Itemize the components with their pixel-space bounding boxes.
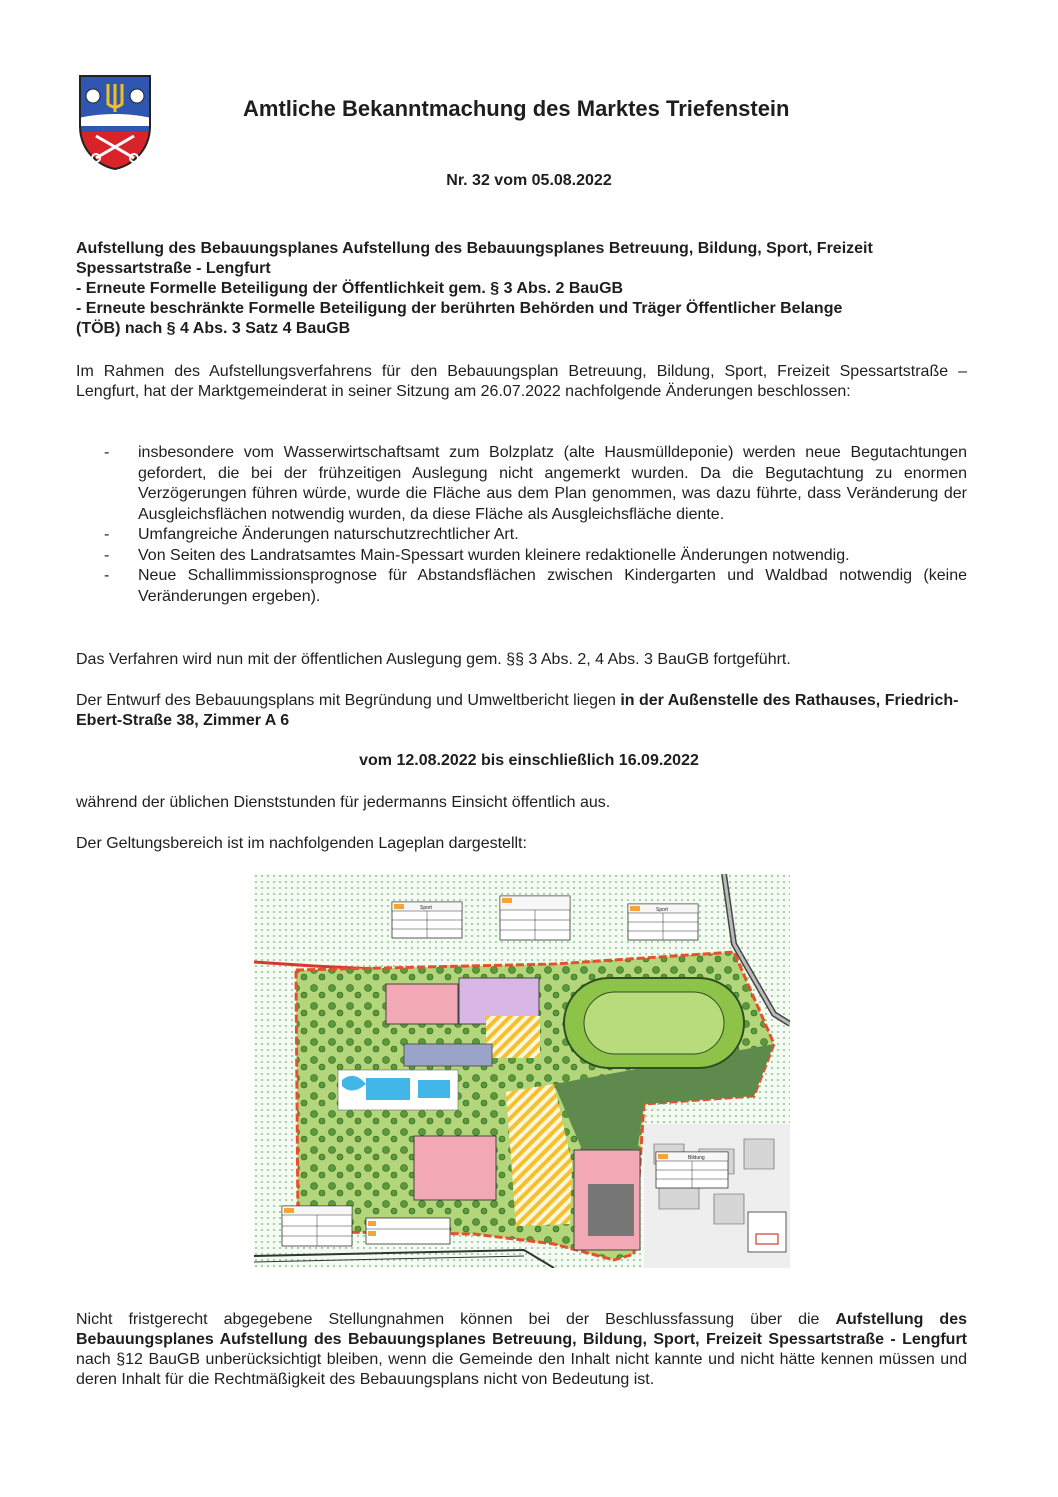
bullet-marker: - (104, 546, 110, 564)
closing-text: nach §12 BauGB unberücksichtigt bleiben, wenn die Gemeinde den Inhalt nicht kannte und nicht hätte kennen müssen und deren Inhalt für die Rechtmäßigkeit des Bebauungsplans nicht von Bedeutung ist. (76, 1351, 967, 1388)
bullet-marker: - (104, 526, 110, 543)
hours-paragraph: während der üblichen Dienststunden für jedermanns Einsicht öffentlich aus. (76, 794, 611, 811)
location-text: Der Entwurf des Bebauungsplans mit Begründung und Umweltbericht liegen (76, 692, 621, 709)
list-item (104, 566, 967, 607)
announcement-number: Nr. 32 vom 05.08.2022 (446, 172, 612, 189)
list-item (104, 546, 967, 567)
zone-label: Sport (420, 905, 432, 911)
bullet-marker: - (104, 444, 110, 461)
list-item-text: insbesondere vom Wasserwirtschaftsamt zum Bolzplatz (alte Hausmülldeponie) werden neue Begutachtungen gefordert, die bei der frühzeitigen Auslegung nicht angemerkt wurden. Da die Begutachtung zu enormen Verzögerungen führen würde, wurde die Fläche aus dem Plan genommen, was dazu führte, dass Veränderung der Ausgleichsflächen notwendig wurden, da diese Fläche als Ausgleichsfläche diente. (138, 444, 967, 523)
heading-line: Spessartstraße - Lengfurt (76, 260, 271, 277)
page-title: Amtliche Bekanntmachung des Marktes Triefenstein (243, 96, 790, 121)
heading-line: - Erneute beschränkte Formelle Beteiligung der berührten Behörden und Träger Öffentlicher Belange (76, 300, 843, 317)
intro-paragraph: Im Rahmen des Aufstellungsverfahrens für den Bebauungsplan Betreuung, Bildung, Sport, Freizeit Spessartstraße – Lengfurt, hat der Marktgemeinderat in seiner Sitzung am 26.07.2022 nachfolgende Änderungen beschlossen: (76, 363, 967, 400)
list-item-text: Neue Schallimmissionsprognose für Abstandsflächen zwischen Kindergarten und Waldbad notwendig (keine Veränderungen ergeben). (138, 567, 967, 605)
zone-label-table (392, 902, 462, 938)
zone-label: Bildung (688, 1155, 705, 1161)
location-address: in der Außenstelle des Rathauses, Friedrich-Ebert-Straße 38, Zimmer A 6 (76, 692, 959, 729)
closing-plan-name: Aufstellung des Bebauungsplanes Aufstellung des Bebauungsplanes Betreuung, Bildung, Sport, Freizeit Spessartstraße - Lengfurt (76, 1311, 967, 1348)
heading-line: (TÖB) nach § 4 Abs. 3 Satz 4 BauGB (76, 320, 351, 337)
heading-line: Aufstellung des Bebauungsplanes Aufstellung des Bebauungsplanes Betreuung, Bildung, Sport, Freizeit (76, 240, 873, 257)
site-plan-map (254, 874, 790, 1268)
bullet-marker: - (104, 567, 110, 584)
zone-label-table (656, 1152, 728, 1188)
municipal-crest-icon (78, 74, 152, 170)
changes-list (104, 443, 967, 607)
list-item (104, 443, 967, 525)
zone-label-table (282, 1206, 352, 1246)
zone-label: Sport (656, 907, 668, 913)
zone-label-table (628, 904, 698, 940)
location-paragraph (76, 691, 967, 731)
announcement-heading (76, 239, 967, 339)
heading-line: - Erneute Formelle Beteiligung der Öffentlichkeit gem. § 3 Abs. 2 BauGB (76, 280, 624, 297)
closing-paragraph (76, 1310, 967, 1390)
zone-label-table (366, 1218, 450, 1244)
closing-text: Nicht fristgerecht abgegebene Stellungnahmen können bei der Beschlussfassung über die (76, 1311, 836, 1328)
list-item (104, 525, 967, 546)
zone-label-table (500, 896, 570, 940)
display-period: vom 12.08.2022 bis einschließlich 16.09.2022 (359, 752, 699, 769)
list-item-text: Von Seiten des Landratsamtes Main-Spessart wurden kleinere redaktionelle Änderungen notwendig. (138, 546, 850, 564)
procedure-paragraph: Das Verfahren wird nun mit der öffentlichen Auslegung gem. §§ 3 Abs. 2, 4 Abs. 3 BauGB fortgeführt. (76, 651, 791, 668)
list-item-text: Umfangreiche Änderungen naturschutzrechtlicher Art. (138, 526, 519, 543)
scope-paragraph: Der Geltungsbereich ist im nachfolgenden Lageplan dargestellt: (76, 835, 527, 852)
